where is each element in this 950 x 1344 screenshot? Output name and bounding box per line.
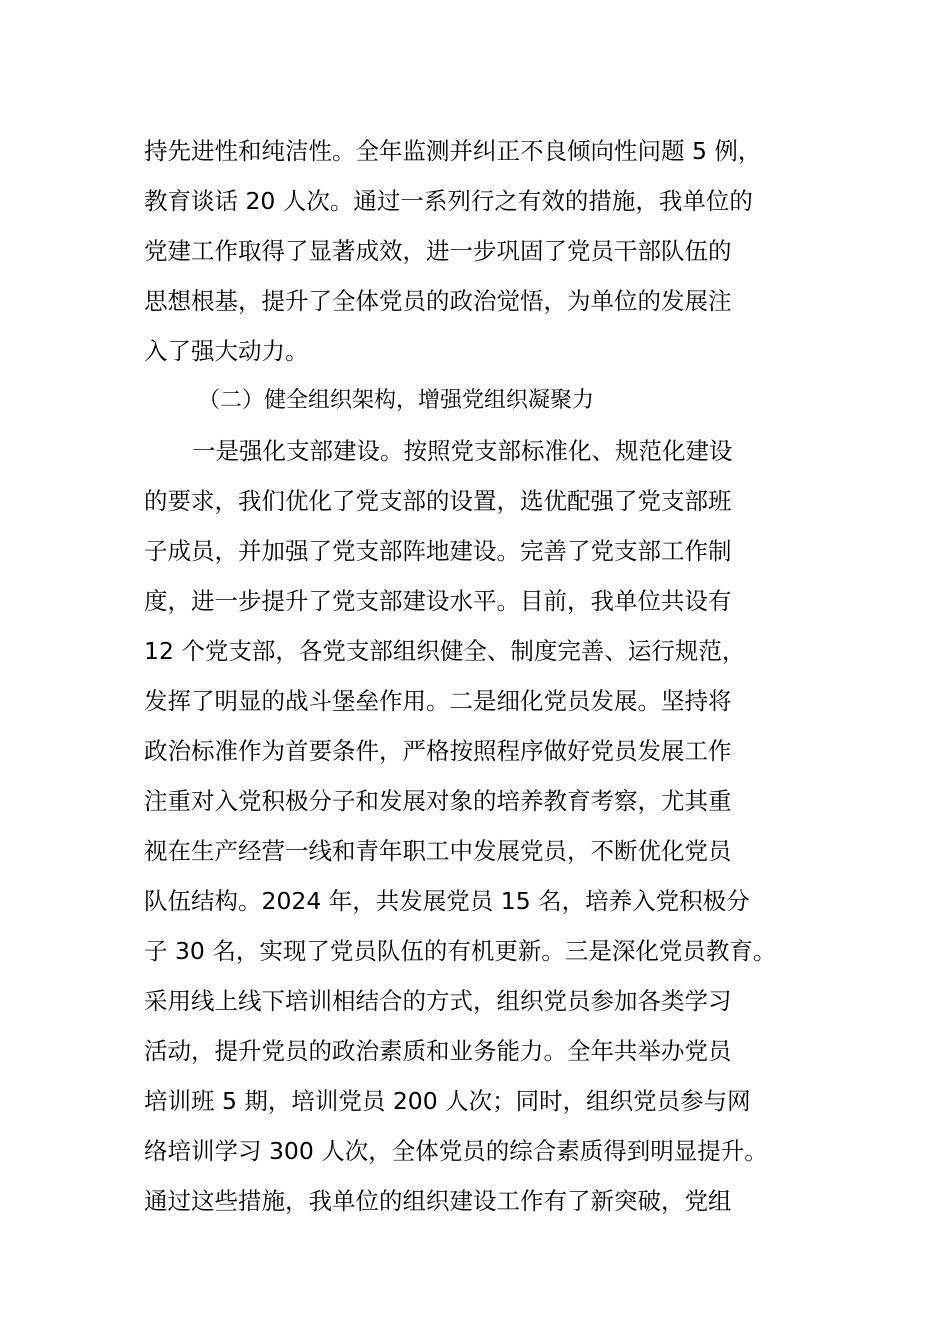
- text-line: 视在生产经营一线和青年职工中发展党员，不断优化党员: [144, 837, 732, 865]
- text-line: 持先进性和纯洁性。全年监测并纠正不良倾向性问题 5 例，: [144, 137, 762, 165]
- text-line: 活动，提升党员的政治素质和业务能力。全年共举办党员: [144, 1037, 732, 1065]
- text-line: 的要求，我们优化了党支部的设置，选优配强了党支部班: [144, 487, 732, 515]
- text-line: 注重对入党积极分子和发展对象的培养教育考察，尤其重: [144, 787, 732, 815]
- section-heading: （二）健全组织架构，增强党组织凝聚力: [198, 388, 595, 413]
- paragraph-first-line: 一是强化支部建设。按照党支部标准化、规范化建设: [192, 437, 733, 465]
- text-line: 12 个党支部，各党支部组织健全、制度完善、运行规范，: [144, 637, 746, 665]
- text-line: 教育谈话 20 人次。通过一系列行之有效的措施，我单位的: [144, 187, 753, 215]
- text-line: 入了强大动力。: [144, 337, 309, 365]
- text-line: 度，进一步提升了党支部建设水平。目前，我单位共设有: [144, 587, 732, 615]
- text-line: 培训班 5 期，培训党员 200 人次；同时，组织党员参与网: [144, 1087, 751, 1115]
- text-line: 子成员，并加强了党支部阵地建设。完善了党支部工作制: [144, 537, 732, 565]
- text-line: 思想根基，提升了全体党员的政治觉悟，为单位的发展注: [144, 287, 732, 315]
- text-line: 政治标准作为首要条件，严格按照程序做好党员发展工作: [144, 737, 732, 765]
- text-line: 采用线上线下培训相结合的方式，组织党员参加各类学习: [144, 987, 732, 1015]
- text-line: 党建工作取得了显著成效，进一步巩固了党员干部队伍的: [144, 237, 732, 265]
- text-line: 队伍结构。2024 年，共发展党员 15 名，培养入党积极分: [144, 887, 750, 915]
- text-line: 发挥了明显的战斗堡垒作用。二是细化党员发展。坚持将: [144, 687, 732, 715]
- text-line: 络培训学习 300 人次，全体党员的综合素质得到明显提升。: [144, 1137, 768, 1165]
- body-text: [144, 126, 844, 1226]
- text-line: 通过这些措施，我单位的组织建设工作有了新突破，党组: [144, 1187, 732, 1215]
- text-line: 子 30 名，实现了党员队伍的有机更新。三是深化党员教育。: [144, 937, 777, 965]
